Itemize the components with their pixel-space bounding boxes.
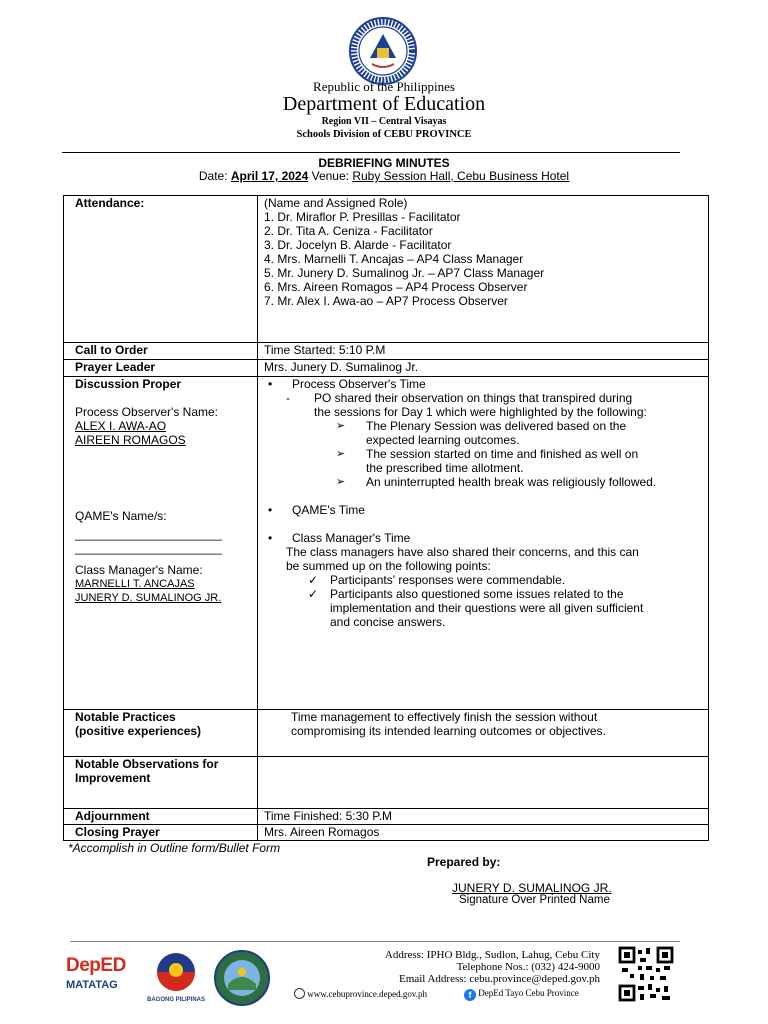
venue-value: Ruby Session Hall, Cebu Business Hotel [352,169,570,183]
qame-time-bullet: • QAME's Time [258,503,703,517]
po-point: ➢ The session started on time and finished as well on the prescribed time allotment. [336,447,639,475]
qame-name-label: QAME's Name/s: [75,509,167,523]
attendance-item: 6. Mrs. Aireen Romagos – AP4 Process Observer [264,280,528,294]
po-point: ➢ The Plenary Session was delivered based on the expected learning outcomes. [336,419,627,447]
date-venue-line [0,169,768,183]
footer-address: Address: IPHO Bldg., Sudlon, Lahug, Cebu City [384,949,600,961]
attendance-item: 4. Mrs. Marnelli T. Ancajas – AP4 Class Manager [264,252,524,266]
notable-observations-value [258,757,709,809]
deped-matatag-logo: DepED MATATAG [66,955,126,991]
footer-divider [70,941,680,942]
venue-label: Venue: [308,169,353,183]
po-name: ALEX I. AWA-AO [75,419,167,433]
prepared-by-label: Prepared by: [427,855,501,869]
cm-name-label: Class Manager's Name: [75,563,203,577]
row-discussion [64,377,709,710]
attendance-item: 2. Dr. Tita A. Ceniza - Facilitator [264,224,433,238]
attendance-item: 3. Dr. Jocelyn B. Alarde - Facilitator [264,238,452,252]
row-attendance [64,196,709,343]
closing-prayer-label: Closing Prayer [64,825,258,841]
discussion-right-cell [258,377,709,710]
row-adjournment [64,809,709,825]
deped-seal-logo [348,16,418,86]
footer-telephone: Telephone Nos.: (032) 424-9000 [456,961,600,973]
date-value: April 17, 2024 [230,169,309,183]
sdo-cebu-province-seal [214,950,270,1006]
signatory-name: JUNERY D. SUMALINOG JR. [452,881,612,895]
po-dash-item: - PO shared their observation on things that transpired during the sessions for Day 1 which were highlighted by the following: [286,391,647,419]
facebook-icon: f [464,989,476,1001]
row-notable-practices [64,710,709,757]
po-point: ➢ An uninterrupted health break was religiously followed. [336,475,657,489]
discussion-label: Discussion Proper [75,377,182,391]
prayer-leader-value: Mrs. Junery D. Sumalinog Jr. [258,360,709,377]
form-note: *Accomplish in Outline form/Bullet Form [68,841,281,855]
row-notable-observations [64,757,709,809]
header-divider [62,152,680,153]
notable-observations-label: Notable Observations for Improvement [64,757,258,809]
row-prayer-leader [64,360,709,377]
row-closing-prayer [64,825,709,841]
header-division: Schools Division of CEBU PROVINCE [296,129,472,140]
attendance-header: (Name and Assigned Role) [264,196,408,210]
adjournment-value: Time Finished: 5:30 P.M [258,809,709,825]
notable-practices-value: Time management to effectively finish the session without compromising its intended learning outcomes or objectives. [258,710,709,757]
bagong-pilipinas-logo: BAGONG PILIPINAS [145,952,207,1002]
cm-name: MARNELLI T. ANCAJAS [75,578,195,590]
call-to-order-value: Time Started: 5:10 P.M [258,343,709,360]
qame-blank-line: ______________________ [75,527,222,541]
signatory-caption: Signature Over Printed Name [459,894,610,906]
po-time-bullet: • Process Observer's Time [258,377,703,391]
adjournment-label: Adjournment [64,809,258,825]
footer-facebook[interactable]: f DepEd Tayo Cebu Province [464,988,579,1001]
footer-website[interactable]: www.cebuprovince.deped.gov.ph [294,988,427,999]
cm-point: ✓ Participants' responses were commendable. [308,573,566,587]
attendance-item: 7. Mr. Alex I. Awa-ao – AP7 Process Observer [264,294,508,308]
cm-name: JUNERY D. SUMALINOG JR. [75,592,222,604]
po-name-label: Process Observer's Name: [75,405,218,419]
attendance-item: 5. Mr. Junery D. Sumalinog Jr. – AP7 Class Manager [264,266,545,280]
minutes-table [63,195,709,841]
attendance-item: 1. Dr. Miraflor P. Presillas - Facilitator [264,210,461,224]
cm-point: ✓ Participants also questioned some issues related to the implementation and their questions were all given sufficient and concise answers. [308,587,644,629]
footer-email: Email Address: cebu.province@deped.gov.ph [399,973,600,985]
attendance-label: Attendance: [64,196,258,343]
attendance-cell [258,196,709,343]
qr-code-icon [618,946,674,1002]
row-call-to-order [64,343,709,360]
call-to-order-label: Call to Order [64,343,258,360]
header-region: Region VII – Central Visayas [321,116,447,127]
notable-practices-label: Notable Practices (positive experiences) [64,710,258,757]
globe-icon [294,988,305,999]
po-name: AIREEN ROMAGOS [75,433,186,447]
qame-blank-line: ______________________ [75,541,222,555]
header-republic: Republic of the Philippines [313,79,455,94]
date-label: Date: [198,169,231,183]
discussion-left-cell [64,377,258,710]
header-department: Department of Education [282,93,486,115]
cm-text: The class managers have also shared their concerns, and this can be summed up on the following points: [286,545,639,573]
prayer-leader-label: Prayer Leader [64,360,258,377]
cm-time-bullet: • Class Manager's Time [258,531,703,545]
document-title: DEBRIEFING MINUTES [318,156,450,170]
closing-prayer-value: Mrs. Aireen Romagos [258,825,709,841]
